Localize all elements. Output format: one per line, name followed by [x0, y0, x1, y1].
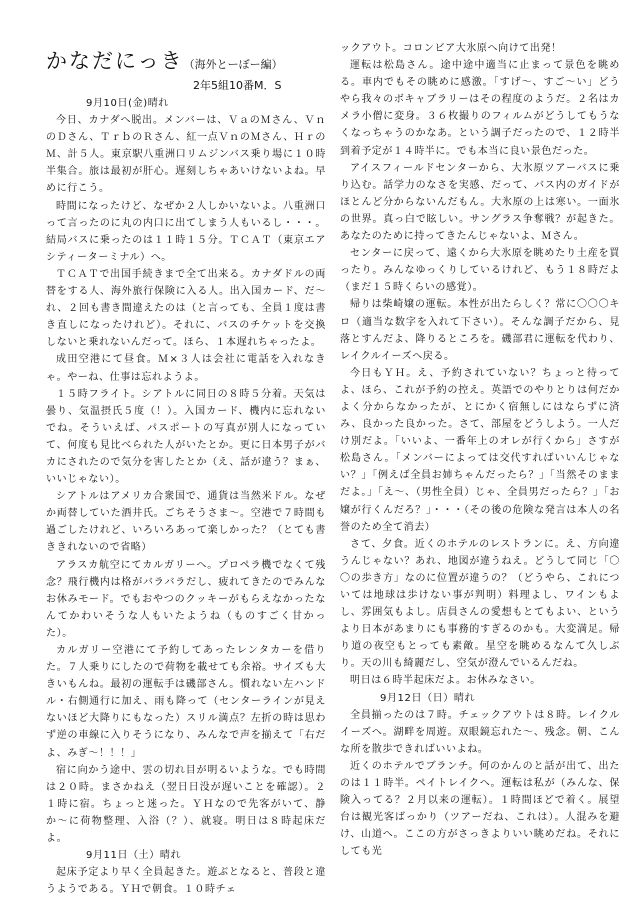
- paragraph: 起床予定より早く全員起きた。遊ぶとなると、普段と違うようである。ＹＨで朝食。１０時チェ: [46, 867, 326, 896]
- paragraph: 帰りは柴崎嬢の運転。本性が出たらしく？常に〇〇〇キロ（適当な数字を入れて下さい）。そんな調子だから、見落とすんだよ、降りるところを。磯部君に運転を代わり、レイクルイーズへ戻る。: [340, 299, 620, 362]
- paragraph: 成田空港にて昼食。Ｍ×３人は会社に電話を入れなきゃ。やーね、仕事は忘れようよ。: [46, 354, 326, 383]
- paragraph: 全員揃ったのは７時。チェックアウトは８時。レイクルイーズへ。湖畔を周遊。双眼鏡忘れた〜、残念。朝、こんな所を散歩できればいいよね。: [340, 709, 620, 755]
- left-column: [46, 95, 326, 898]
- paragraph: さて、夕食。近くのホテルのレストランに。え、方向違うんじゃない？あれ、地図が違うねえ。どうして同じ「〇〇の歩き方」なのに位置が違うの？（どうやら、これについては地球は歩けない事が判明）料理よし、ワインもよし、雰囲気もよし。店員さんの愛想もとてもよい、というより日本があまりにも事務的すぎるのかも。大変満足。帰り道の夜空もとっても素敵。星空を眺めるなんて久しぶり。天の川も綺麗だし、空気が澄んでいるんだね。: [340, 538, 620, 670]
- title-block: [46, 48, 336, 78]
- paragraph: アイスフィールドセンターから、大氷原ツアーバスに乗り込む。話学力のなさを実感、だって、バス内のガイドがほとんど分からないんだもん。大氷原の上は寒い。一面氷の世界。真っ白で眩しい。サングラス争奪戦？が起きた。あなたのために持ってきたんじゃないよ、Ｍさん。: [340, 162, 620, 243]
- paragraph: 明日は６時半起床だよ。お休みなさい。: [350, 675, 541, 687]
- right-column: [340, 40, 620, 861]
- paragraph: 今日、カナダへ脱出。メンバーは、ＶａのＭさん、ＶｎのＤさん、ＴｒｂのＲさん、紅一点ＶｎのＭさん、ＨｒのＭ、計５人。東京駅八重洲口リムジンバス乗り場に１０時半集合。旅は最初が肝心。遅刻しちゃあいけないよね。早めに行こう。: [46, 115, 326, 195]
- paragraph: １５時フライト。シアトルに同日の８時５分着。天気は曇り、気温摂氏５度（！）。入国カード、機内に忘れないでね。そういえば、パスポートの写真が別人になっていて、何度も見比べられた人がいたとか。更に日本男子がバカにされたので気分を害したとか（え、話が違う？まぁ、いいじゃない）。: [46, 388, 326, 486]
- paragraph: 時間になったけど、なぜか２人しかいないよ。八重洲口って言ったのに丸の内口に出てしまう人もいるし・・・。結局バスに乗ったのは１１時１５分。ＴＣＡＴ（東京エアシティーターミナル）へ。: [46, 200, 326, 263]
- author-byline: 2年5組10番M．S: [193, 79, 282, 92]
- paragraph: カルガリー空港にて予約してあったレンタカーを借りた。７人乗りにしたので荷物を載せても余裕。サイズも大きいもんね。最初の運転手は磯部さん。慣れない左ハンドル・右側通行に加え、雨も降って（センターラインが見えないほど大降りにもなった）スリル満点？左折の時は思わず逆の車線に入りそうになり、みんなで声を揃えて「右だよ、みぎ〜！！！」: [46, 645, 326, 759]
- paragraph: シアトルはアメリカ合衆国で、通貨は当然米ドル。なぜか両替していた酒井氏。ごちそうさま〜。空港で７時間も過ごしたけれど、いろいろあって楽しかった？（とても書ききれないので省略）: [46, 491, 326, 554]
- entry-date: 9月12日（日）晴れ: [380, 692, 476, 704]
- paragraph: 今日もＹＨ。え、予約されていない？ちょっと待ってよ、ほら、これが予約の控え。英語でのやりとりは何だかよく分からなかったが、とにかく宿無しにはならずに済み、良かった良かった。さて、部屋をどうしよう。一人だけ別だよ。「いいよ、一番年上のオレが行くから」さすが松島さん。「メンバーによっては交代すればいいんじゃない？」「例えば全員お姉ちゃんだったら？」「当然そのままだよ。」「え〜、（男性全員）じゃ、全員男だったら？」「お嬢が行くんだろ？」・・・（その後の危険な発言は本人の名誉のため全て消去）: [340, 367, 620, 533]
- paragraph: 宿に向かう途中、雲の切れ目が明るいような。でも時間は２０時。まさかねえ（翌日日没が遅いことを確認）。２１時に宿。ちょっと迷った。ＹＨなので先客がいて、静か〜に荷物整理、入浴（？）、就寝。明日は８時起床だよ。: [46, 764, 326, 845]
- paragraph: センターに戻って、遠くから大氷原を眺めたり土産を買ったり。みんなゆっくりしているけれど、もう１８時だよ（まだ１５時くらいの感覚）。: [340, 248, 620, 294]
- diary-title: [46, 48, 336, 78]
- entry-date: 9月10日(金)晴れ: [86, 98, 169, 109]
- paragraph: アラスカ航空にてカルガリーへ。プロペラ機でなくて残念？飛行機内は格がバラバラだし、疲れてきたのでみんなお休みモード。でもおやつのクッキーがもらえなかったなんてかわいそうな人もいたようね（ものすごく甘かった）。: [46, 559, 326, 639]
- paragraph-continued: ックアウト。コロンビア大氷原へ向けて出発！: [340, 43, 562, 54]
- diary-title-text: かなだにっき: [46, 49, 184, 73]
- paragraph: 運転は松島さん。途中途中適当に止まって景色を眺める。車内でもその眺めに感激。「すげ〜、すご〜い」どうやら我々のボキャブラリーはその程度のようだ。２名はカメラ小僧に変身。３６枚撮りのフィルムがどうしてもうなくなっちゃうのかなあ。という調子だったので、１２時半到着予定が１４時半に。でも本当に良い景色だった。: [340, 60, 620, 157]
- paragraph: ＴＣＡＴで出国手続きまで全て出来る。カナダドルの両替をする人、海外旅行保険に入る人。出入国カード、だ〜れ、２回も書き間違えたのは（と言っても、全員１度は書き直しになったけれど）。それに、バスのチケットを交換しないと乗れないんだって。ほら、１本遅れちゃったよ。: [46, 268, 326, 349]
- entry-date: 9月11日（土）晴れ: [86, 850, 182, 862]
- diary-subtitle: （海外とーぼー編）: [183, 58, 283, 71]
- paragraph: 近くのホテルでブランチ。何のかんのと話が出て、出たのは１１時半。ペイトレイクへ。運転は私が（みんな、保険入ってる？２月以来の運転）。１時間ほどで着く。展望台は観光客ばっかり（ツアーだね、これは）。人混みを避け、山道へ。ここの方がさっきよりいい眺めだね。それにしても光: [340, 760, 620, 858]
